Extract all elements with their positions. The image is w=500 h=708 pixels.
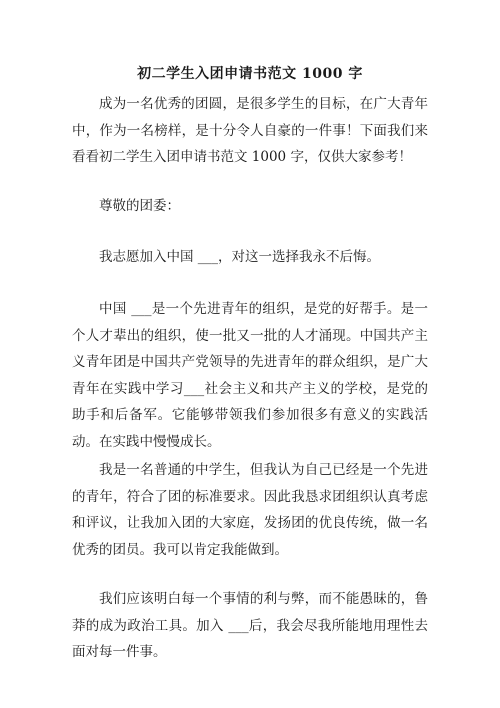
- body-paragraph: 中国 ___是一个先进青年的组织，是党的好帮手。是一个人才辈出的组织，使一批又一批的人才涌现。中国共产主义青年团是中国共产党领导的先进青年的群众组织，是广大青年在实践中学习___社会主义和共产主义的学校，是党的助手和后备军。它能够带领我们参加很多有意义的实践活动。在实践中慢慢成长。: [72, 301, 428, 450]
- body-paragraph: 我们应该明白每一个事情的利与弊，而不能愚昧的，鲁莽的成为政治工具。加入 ___后，我会尽我所能地用理性去面对每一件事。: [72, 591, 428, 661]
- document-title: 初二学生入团申请书范文 1000 字: [137, 66, 363, 82]
- intro-paragraph: 成为一名优秀的团圆，是很多学生的目标，在广大青年中，作为一名榜样，是十分令人自豪的一件事！下面我们来看看初二学生入团申请书范文 1000 字，仅供大家参考！: [72, 96, 428, 166]
- salutation-paragraph: 尊敬的团委：: [99, 198, 180, 214]
- body-paragraph: 我志愿加入中国 ___，对这一选择我永不后悔。: [99, 249, 381, 265]
- body-paragraph: 我是一名普通的中学生，但我认为自己已经是一个先进的青年，符合了团的标准要求。因此我恳求团组织认真考虑和评议，让我加入团的大家庭，发扬团的优良传统，做一名优秀的团员。我可以肯定我能做到。: [72, 462, 428, 558]
